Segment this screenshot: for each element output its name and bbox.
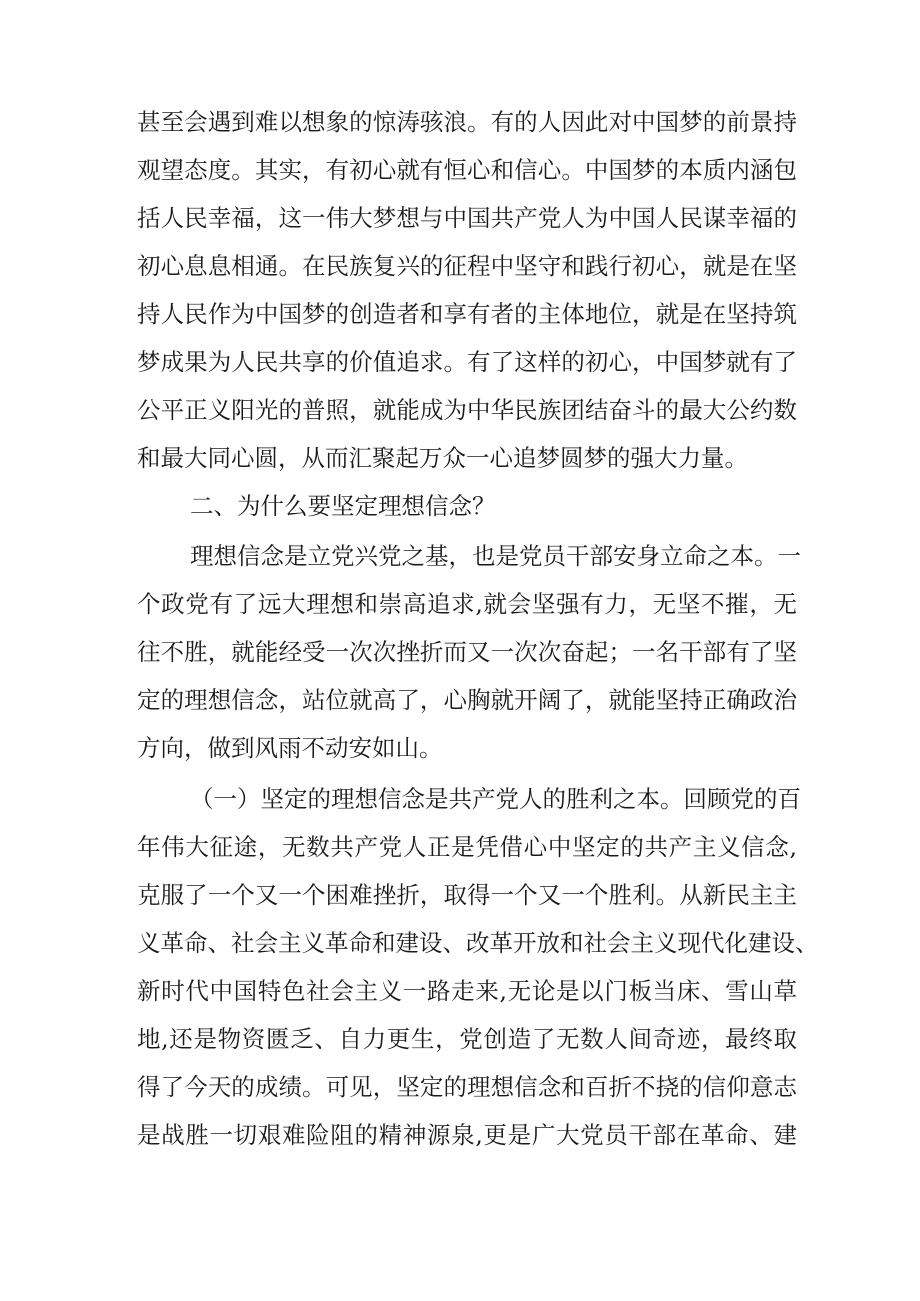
text-line: 初心息息相通。在民族复兴的征程中坚守和践行初心，就是在坚 [137,252,797,280]
text-line: 定的理想信念，站位就高了，心胸就开阔了，就能坚持正确政治 [137,686,797,714]
text-line: 地,还是物资匮乏、自力更生，党创造了无数人间奇迹，最终取 [137,1025,797,1053]
text-line: 公平正义阳光的普照，就能成为中华民族团结奋斗的最大公约数 [137,396,797,424]
text-line: 是战胜一切艰难险阻的精神源泉,更是广大党员干部在革命、建 [137,1121,797,1149]
subsection-heading: （一）坚定的理想信念是共产党人的胜利之本。回顾党的百 [190,785,801,813]
text-line: 括人民幸福，这一伟大梦想与中国共产党人为中国人民谋幸福的 [137,204,797,232]
text-line: 个政党有了远大理想和崇高追求,就会坚强有力，无坚不摧，无 [137,590,797,618]
text-line: 观望态度。其实，有初心就有恒心和信心。中国梦的本质内涵包 [137,156,797,184]
text-line: 方向，做到风雨不动安如山。 [137,734,443,762]
text-line: 和最大同心圆，从而汇聚起万众一心追梦圆梦的强大力量。 [137,444,748,472]
text-line: 持人民作为中国梦的创造者和享有者的主体地位，就是在坚持筑 [137,300,797,328]
text-line: 得了今天的成绩。可见，坚定的理想信念和百折不挠的信仰意志 [137,1073,797,1101]
text-line: 往不胜，就能经受一次次挫折而又一次次奋起；一名干部有了坚 [137,638,797,666]
text-line: 克服了一个又一个困难挫折，取得一个又一个胜利。从新民主主 [137,881,797,909]
text-line: 义革命、社会主义革命和建设、改革开放和社会主义现代化建设、 [137,929,819,957]
text-line: 理想信念是立党兴党之基，也是党员干部安身立命之本。一 [190,542,801,570]
text-line: 新时代中国特色社会主义一路走来,无论是以门板当床、雪山草 [137,977,797,1005]
section-heading: 二、为什么要坚定理想信念？ [190,492,496,520]
text-line: 甚至会遇到难以想象的惊涛骇浪。有的人因此对中国梦的前景持 [137,108,797,136]
text-line: 年伟大征途，无数共产党人正是凭借心中坚定的共产主义信念, [137,833,797,861]
text-line: 梦成果为人民共享的价值追求。有了这样的初心，中国梦就有了 [137,348,797,376]
